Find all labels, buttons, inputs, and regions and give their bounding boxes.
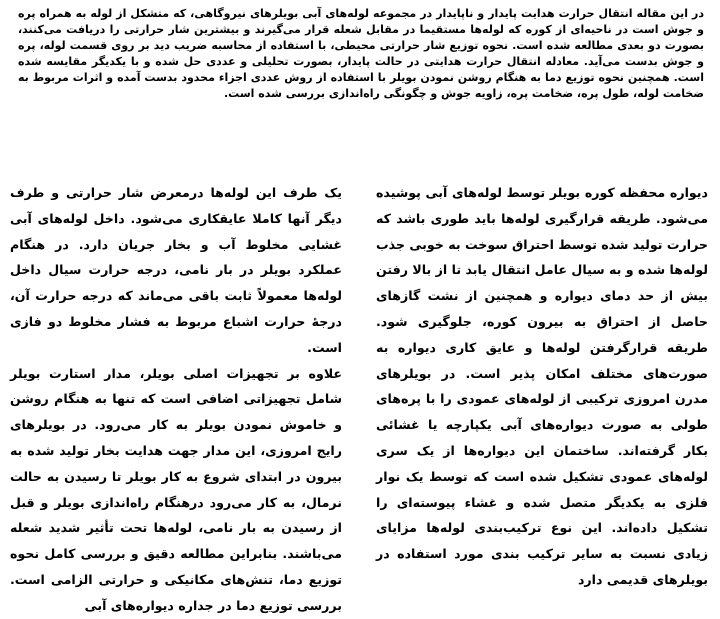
left-column-paragraph-2: علاوه بر تجهیزات اصلی بویلر، مدار استارت بویلر شامل تجهیزاتی اضافی است که تنها به هنگام روشن و خاموش نمودن بویلر به کار می‌رود. در بویلرهای رایج امروزی، این مدار جهت هدایت بخار تولید شده به بیرون در ابتدای شروع به کار بویلر تا رسیدن به حالت نرمال، به کار می‌رود درهنگام راه‌اندازی بویلر و قبل از رسیدن به بار نامی، لوله‌ها تحت تأثیر شدید شعله می‌باشند. بنابراین مطالعه دقیق و بررسی کامل نحوه توزیع دما، تنش‌های مکانیکی و حرارتی الزامی است. بررسی توزیع دما در جداره دیواره‌های آبی — [10, 365, 342, 613]
left-column — [10, 180, 342, 619]
left-column-paragraph-1: یک طرف این لوله‌ها درمعرض شار حرارتی و طرف دیگر آنها کاملا عایقکاری می‌شود. داخل لوله‌های آبی غشایی مخلوط آب و بخار جریان دارد. در هنگام عملکرد بویلر در بار نامی، درجه حرارت سیال داخل لوله‌ها معمولاً ثابت باقی می‌ماند که درجه حرارت آن، درجهٔ حرارت اشباع مربوط به فشار مخلوط دو فازی است. — [10, 185, 342, 355]
right-column-paragraph-1: دیواره محفظه کوره بویلر توسط لوله‌های آبی پوشیده می‌شود. طریقه قرارگیری لوله‌ها باید طوری باشد که حرارت تولید شده توسط احتراق سوخت به خوبی جذب لوله‌ها شده و به سیال عامل انتقال یابد تا از بالا رفتن بیش از حد دمای دیواره و همچنین از نشت گازهای حاصل از احتراق به بیرون کوره، جلوگیری شود. طریقه قرارگرفتن لوله‌ها و عایق کاری دیواره به صورت‌های مختلف امکان پذیر است. در بویلرهای مدرن امروزی ترکیبی از لوله‌های عمودی را با پره‌های طولی به صورت دیواره‌های آبی یکپارچه یا غشائی بکار گرفته‌اند. ساختمان این دیواره‌ها از یک سری لوله‌های عمودی تشکیل شده است که توسط یک نوار فلزی به یکدیگر متصل شده و غشاء پیوسته‌ای را تشکیل داده‌اند. این نوع ترکیب‌بندی لوله‌ها مزایای زیادی نسبت به سایر ترکیب بندی مورد استفاده در بویلرهای قدیمی دارد — [375, 185, 708, 587]
right-column — [376, 180, 708, 593]
abstract-text: در این مقاله انتقال حرارت هدایت پایدار و ناپایدار در مجموعه لوله‌های آبی بویلرهای نیروگاهی، که متشکل از لوله به همراه پره و جوش است در ناحیه‌ای از کوره که لوله‌ها مستقیما در مقابل شعله قرار می‌گیرند و بیشترین شار حرارتی را دریافت می‌کنند، بصورت دو بعدی مطالعه شده است. نحوه توزیع شار حرارتی محیطی، با استفاده از محاسبه ضریب دید بر روی قسمت لوله، پره و جوش بدست می‌آید. معادله انتقال حرارت هدایتی در حالت پایدار، بصورت تحلیلی و عددی حل شده و با یکدیگر مقایسه شده است. همچنین نحوه توزیع دما به هنگام روشن نمودن بویلر با استفاده از روش عددی اجزاء محدود بدست آمده و اثرات مربوط به ضخامت لوله، طول پره، ضخامت پره، زاویه جوش و چگونگی راه‌اندازی بررسی شده است. — [18, 7, 704, 100]
abstract — [18, 6, 704, 102]
